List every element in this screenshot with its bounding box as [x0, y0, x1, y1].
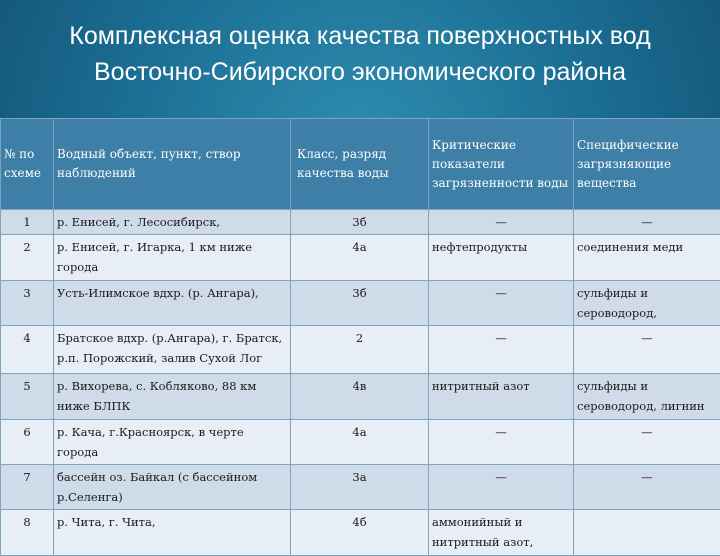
cell-specific: — [574, 326, 720, 374]
cell-class: 4а [291, 420, 429, 465]
header-critical: Критические показатели загрязненности воды [429, 119, 574, 210]
cell-object: р. Енисей, г. Лесосибирск, [54, 210, 291, 235]
title-line-2: Восточно-Сибирского экономического района [0, 54, 720, 90]
cell-num: 7 [1, 465, 54, 510]
cell-object: Усть-Илимское вдхр. (р. Ангара), [54, 281, 291, 326]
cell-object: бассейн оз. Байкал (с бассейном р.Селенга) [54, 465, 291, 510]
cell-critical: — [429, 326, 574, 374]
table-row [1, 210, 720, 235]
cell-num: 4 [1, 326, 54, 374]
table-row [1, 510, 720, 556]
cell-class: 2 [291, 326, 429, 374]
cell-specific: сульфиды и сероводород, [574, 281, 720, 326]
cell-critical: — [429, 465, 574, 510]
cell-num: 8 [1, 510, 54, 556]
cell-critical: аммонийный и нитритный азот, [429, 510, 574, 556]
cell-specific: — [574, 210, 720, 235]
cell-critical: нитритный азот [429, 374, 574, 420]
cell-num: 2 [1, 235, 54, 281]
table-body [1, 210, 720, 556]
cell-num: 3 [1, 281, 54, 326]
table-row [1, 420, 720, 465]
cell-specific: — [574, 465, 720, 510]
cell-class: 4в [291, 374, 429, 420]
header-object: Водный объект, пункт, створ наблюдений [54, 119, 291, 210]
cell-specific: сульфиды и сероводород, лигнин [574, 374, 720, 420]
cell-critical: — [429, 210, 574, 235]
cell-num: 6 [1, 420, 54, 465]
cell-object: р. Енисей, г. Игарка, 1 км ниже города [54, 235, 291, 281]
table-row [1, 281, 720, 326]
cell-class: 4б [291, 510, 429, 556]
cell-specific [574, 510, 720, 556]
table-row [1, 465, 720, 510]
table-header-row [1, 119, 720, 210]
table-row [1, 235, 720, 281]
cell-object: Братское вдхр. (р.Ангара), г. Братск, р.п. Порожский, залив Сухой Лог [54, 326, 291, 374]
slide-title [0, 18, 720, 90]
cell-object: р. Вихорева, с. Кобляково, 88 км ниже БЛПК [54, 374, 291, 420]
cell-class: 4а [291, 235, 429, 281]
header-class: Класс, разряд качества воды [291, 119, 429, 210]
cell-object: р. Кача, г.Красноярск, в черте города [54, 420, 291, 465]
table-row [1, 374, 720, 420]
cell-object: р. Чита, г. Чита, [54, 510, 291, 556]
cell-num: 1 [1, 210, 54, 235]
cell-critical: — [429, 420, 574, 465]
cell-critical: — [429, 281, 574, 326]
cell-class: 3а [291, 465, 429, 510]
cell-class: 3б [291, 210, 429, 235]
cell-specific: соединения меди [574, 235, 720, 281]
header-num: № по схеме [1, 119, 54, 210]
cell-num: 5 [1, 374, 54, 420]
cell-specific: — [574, 420, 720, 465]
header-specific: Специфические загрязняющие вещества [574, 119, 720, 210]
cell-class: 3б [291, 281, 429, 326]
water-quality-table [0, 118, 720, 556]
title-line-1: Комплексная оценка качества поверхностных вод [0, 18, 720, 54]
cell-critical: нефтепродукты [429, 235, 574, 281]
table-row [1, 326, 720, 374]
